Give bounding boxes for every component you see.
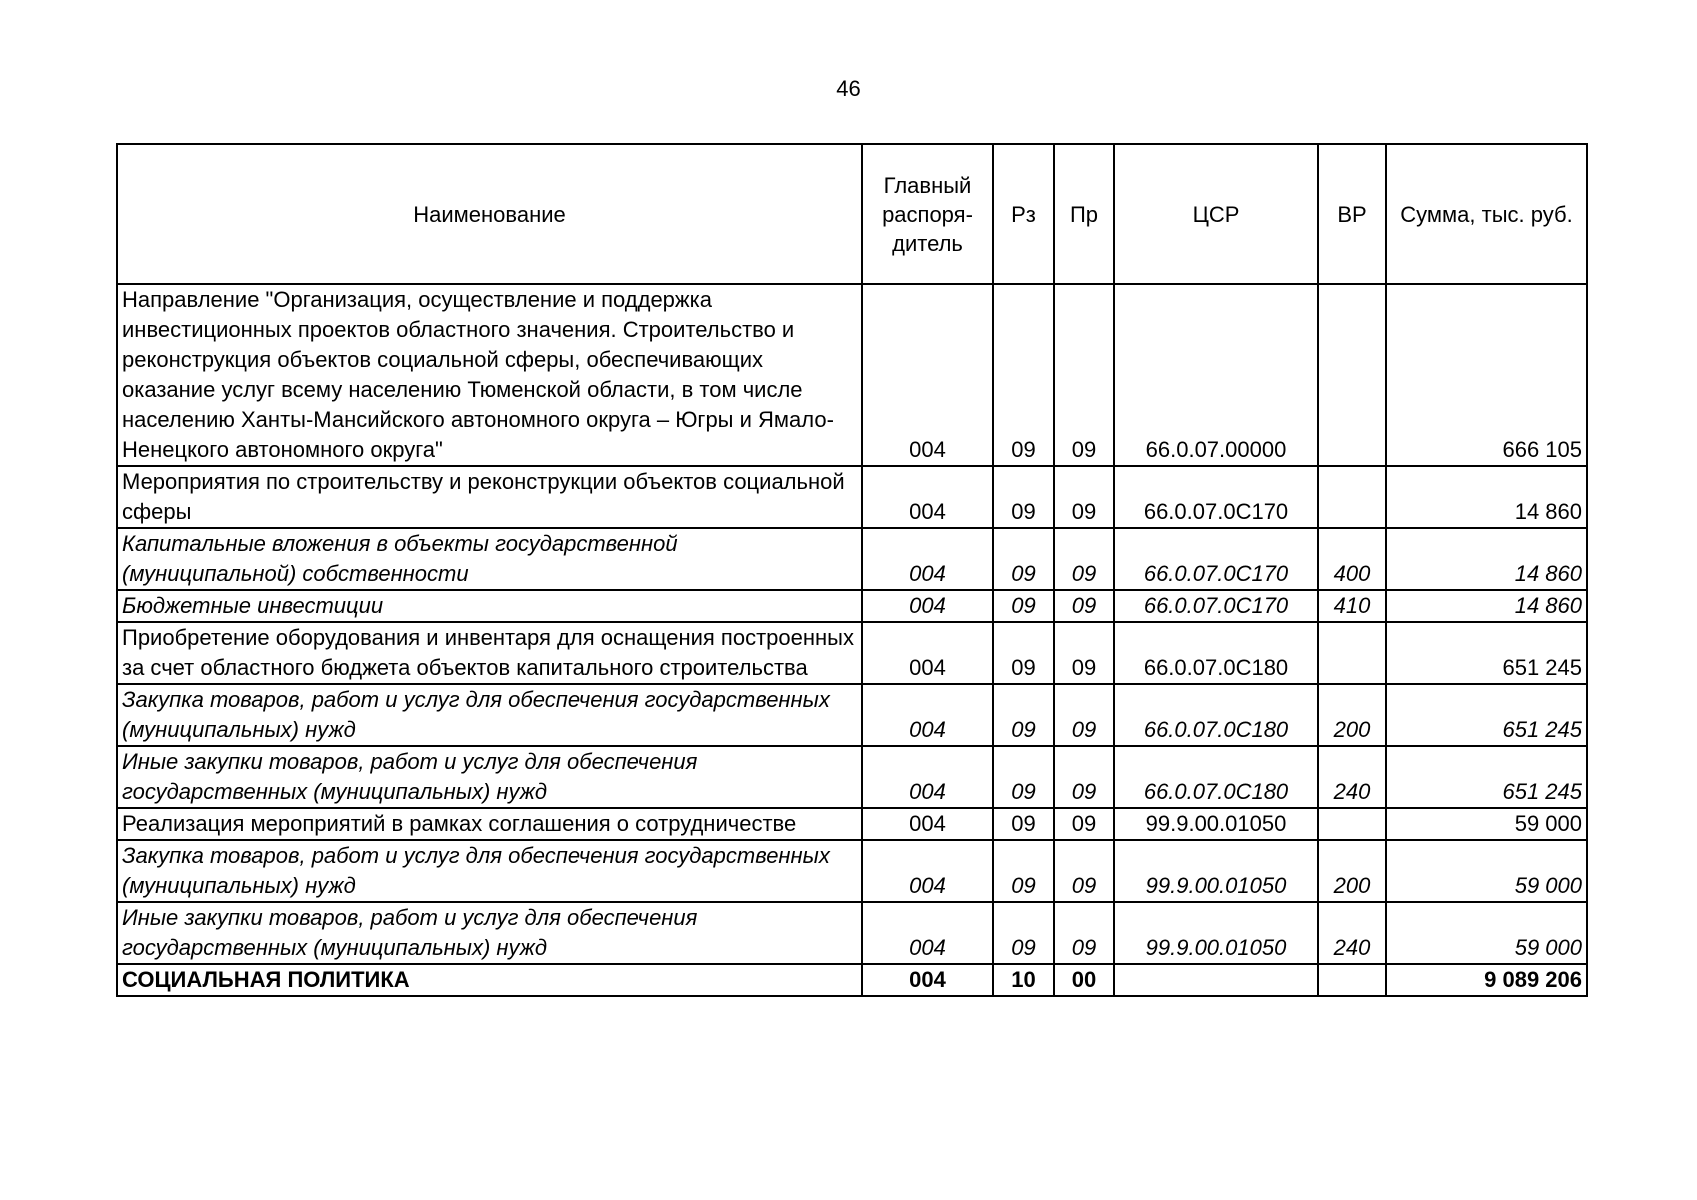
row-rz: 09 xyxy=(993,528,1054,590)
table-row xyxy=(117,284,1587,466)
row-sum: 14 860 xyxy=(1386,590,1587,622)
row-vr xyxy=(1318,622,1386,684)
row-sum: 14 860 xyxy=(1386,528,1587,590)
row-rz: 09 xyxy=(993,590,1054,622)
table-row xyxy=(117,684,1587,746)
row-name: Приобретение оборудования и инвентаря для оснащения построенных за счет областного бюджета объектов капитального строительства xyxy=(117,622,862,684)
table-row xyxy=(117,466,1587,528)
row-main-manager: 004 xyxy=(862,746,993,808)
row-name: Капитальные вложения в объекты государственной (муниципальной) собственности xyxy=(117,528,862,590)
row-sum: 651 245 xyxy=(1386,622,1587,684)
header-name: Наименование xyxy=(117,144,862,284)
row-sum: 14 860 xyxy=(1386,466,1587,528)
row-main-manager: 004 xyxy=(862,840,993,902)
row-pr: 09 xyxy=(1054,622,1114,684)
row-vr xyxy=(1318,466,1386,528)
row-name: Закупка товаров, работ и услуг для обеспечения государственных (муниципальных) нужд xyxy=(117,684,862,746)
budget-table xyxy=(116,143,1588,997)
row-pr: 09 xyxy=(1054,590,1114,622)
row-pr: 00 xyxy=(1054,964,1114,996)
row-csr: 66.0.07.00000 xyxy=(1114,284,1318,466)
row-vr: 410 xyxy=(1318,590,1386,622)
table-row xyxy=(117,590,1587,622)
header-sum: Сумма, тыс. руб. xyxy=(1386,144,1587,284)
row-sum: 651 245 xyxy=(1386,746,1587,808)
row-main-manager: 004 xyxy=(862,622,993,684)
row-vr xyxy=(1318,284,1386,466)
row-pr: 09 xyxy=(1054,528,1114,590)
row-csr: 66.0.07.0С180 xyxy=(1114,684,1318,746)
row-main-manager: 004 xyxy=(862,902,993,964)
row-name: Бюджетные инвестиции xyxy=(117,590,862,622)
row-name: Иные закупки товаров, работ и услуг для обеспечения государственных (муниципальных) нужд xyxy=(117,902,862,964)
row-main-manager: 004 xyxy=(862,528,993,590)
row-csr: 66.0.07.0С180 xyxy=(1114,622,1318,684)
row-rz: 09 xyxy=(993,808,1054,840)
row-rz: 09 xyxy=(993,746,1054,808)
header-rz: Рз xyxy=(993,144,1054,284)
row-csr: 66.0.07.0С170 xyxy=(1114,528,1318,590)
row-csr: 99.9.00.01050 xyxy=(1114,808,1318,840)
row-vr xyxy=(1318,964,1386,996)
row-main-manager: 004 xyxy=(862,808,993,840)
table-row xyxy=(117,964,1587,996)
row-sum: 59 000 xyxy=(1386,902,1587,964)
row-rz: 09 xyxy=(993,840,1054,902)
row-rz: 09 xyxy=(993,902,1054,964)
row-name: Закупка товаров, работ и услуг для обеспечения государственных (муниципальных) нужд xyxy=(117,840,862,902)
row-vr: 240 xyxy=(1318,746,1386,808)
table-row xyxy=(117,808,1587,840)
table-row xyxy=(117,622,1587,684)
row-sum: 666 105 xyxy=(1386,284,1587,466)
header-vr: ВР xyxy=(1318,144,1386,284)
header-csr: ЦСР xyxy=(1114,144,1318,284)
row-vr: 200 xyxy=(1318,840,1386,902)
row-main-manager: 004 xyxy=(862,284,993,466)
row-sum: 9 089 206 xyxy=(1386,964,1587,996)
row-main-manager: 004 xyxy=(862,964,993,996)
row-rz: 09 xyxy=(993,466,1054,528)
row-sum: 651 245 xyxy=(1386,684,1587,746)
row-csr: 66.0.07.0С170 xyxy=(1114,466,1318,528)
table-row xyxy=(117,746,1587,808)
table-row xyxy=(117,528,1587,590)
row-name: Реализация мероприятий в рамках соглашения о сотрудничестве xyxy=(117,808,862,840)
row-vr: 200 xyxy=(1318,684,1386,746)
row-name: Направление "Организация, осуществление и поддержка инвестиционных проектов областного значения. Строительство и реконструкция объектов социальной сферы, обеспечивающих оказание услуг всему населению Тюменской области, в том числе населению Ханты-Мансийского автономного округа – Югры и Ямало-Ненецкого автономного округа" xyxy=(117,284,862,466)
row-name: Иные закупки товаров, работ и услуг для обеспечения государственных (муниципальных) нужд xyxy=(117,746,862,808)
row-pr: 09 xyxy=(1054,466,1114,528)
row-csr: 66.0.07.0С180 xyxy=(1114,746,1318,808)
row-vr: 400 xyxy=(1318,528,1386,590)
row-name: СОЦИАЛЬНАЯ ПОЛИТИКА xyxy=(117,964,862,996)
row-main-manager: 004 xyxy=(862,466,993,528)
row-main-manager: 004 xyxy=(862,590,993,622)
row-rz: 09 xyxy=(993,284,1054,466)
row-pr: 09 xyxy=(1054,840,1114,902)
row-pr: 09 xyxy=(1054,284,1114,466)
header-main-manager: Главный распоря-дитель xyxy=(862,144,993,284)
row-vr xyxy=(1318,808,1386,840)
row-rz: 09 xyxy=(993,684,1054,746)
header-pr: Пр xyxy=(1054,144,1114,284)
row-pr: 09 xyxy=(1054,684,1114,746)
row-rz: 10 xyxy=(993,964,1054,996)
row-sum: 59 000 xyxy=(1386,840,1587,902)
row-pr: 09 xyxy=(1054,902,1114,964)
table-row xyxy=(117,840,1587,902)
row-vr: 240 xyxy=(1318,902,1386,964)
row-csr: 66.0.07.0С170 xyxy=(1114,590,1318,622)
page-number: 46 xyxy=(836,76,861,101)
row-pr: 09 xyxy=(1054,808,1114,840)
row-sum: 59 000 xyxy=(1386,808,1587,840)
row-csr xyxy=(1114,964,1318,996)
row-main-manager: 004 xyxy=(862,684,993,746)
table-header-row xyxy=(117,144,1587,284)
row-name: Мероприятия по строительству и реконструкции объектов социальной сферы xyxy=(117,466,862,528)
row-rz: 09 xyxy=(993,622,1054,684)
row-pr: 09 xyxy=(1054,746,1114,808)
table-row xyxy=(117,902,1587,964)
row-csr: 99.9.00.01050 xyxy=(1114,840,1318,902)
row-csr: 99.9.00.01050 xyxy=(1114,902,1318,964)
